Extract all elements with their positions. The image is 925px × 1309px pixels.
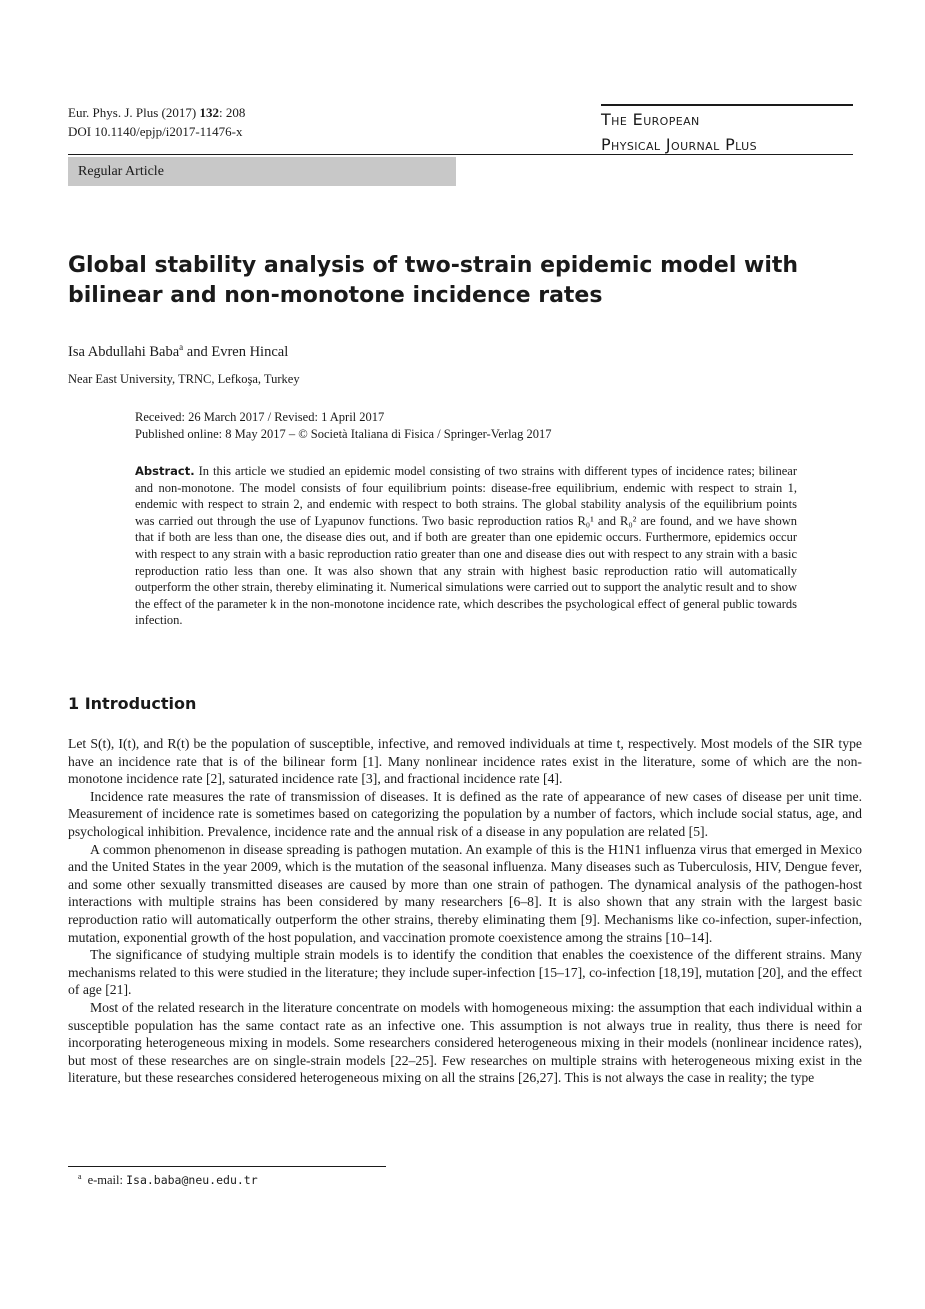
journal-name-line2: Physical Journal Plus: [601, 135, 757, 154]
footnote-mark: a: [78, 1172, 82, 1181]
publication-dates: [135, 409, 551, 443]
affiliation: Near East University, TRNC, Lefkoşa, Turkey: [68, 372, 300, 386]
footnote-marker: a: [179, 342, 184, 352]
footnote-divider: [68, 1166, 386, 1167]
paragraph: Let S(t), I(t), and R(t) be the population of susceptible, infective, and removed individuals at time t, respectively. Most models of the SIR type have an incidence rate that is of the bilinear form [1]. Many nonlinear incidence rates exist in the literature, some of which are the non-monotone incidence rate [2], saturated incidence rate [3], and fractional incidence rate [4].: [68, 736, 862, 787]
paragraph: Most of the related research in the literature concentrate on models with homogeneous mixing: the assumption that each individual within a susceptible population has the same contact rate as an infective one. This assumption is not always true in reality, thus there is need for incorporating heterogeneous mixing in models. Some researchers considered heterogeneous mixing in their models (nonlinear incidence rates), but most of these researches are on single-strain models [22–25]. Few researches on multiple strains with heterogeneous mixing exist in the literature, but these researches considered heterogeneous mixing on all the strains [26,27]. This is not always the case in reality; the type: [68, 999, 862, 1086]
paragraph: Incidence rate measures the rate of transmission of diseases. It is defined as the rate of appearance of new cases of disease per unit time. Measurement of incidence rate is sometimes based on categorizing the population by a number of factors, which include social status, age, and psychological inhibition. Prevalence, incidence rate and the annual risk of a disease in any population are related [5].: [68, 788, 862, 839]
abstract: [135, 463, 797, 629]
citation-line: Eur. Phys. J. Plus (2017) 132: 208: [68, 105, 246, 120]
citation-block: [68, 103, 245, 141]
article-type-banner: Regular Article: [68, 157, 456, 186]
section-heading: 1 Introduction: [68, 694, 197, 713]
paragraph: A common phenomenon in disease spreading is pathogen mutation. An example of this is the H1N1 influenza virus that emerged in Mexico and the United States in the year 2009, which is the mutation of the seasonal influenza. Many diseases such as Tuberculosis, HIV, Dengue fever, and some other sexually transmitted diseases are caused by more than one strain of pathogen. The dynamical analysis of the pathogen-host interactions with multiple strains has been considered by many researchers [6–8]. It is also shown that any strain with the largest basic reproduction ratio will automatically outperform the other strains, thereby eliminating them [9]. Mechanisms like co-infection, super-infection, mutation, exponential growth of the host population, and vaccination promote coexistence among the strains [10–14].: [68, 841, 862, 945]
published-line: Published online: 8 May 2017 – © Società Italiana di Fisica / Springer-Verlag 2017: [135, 427, 552, 441]
paragraph: The significance of studying multiple strain models is to identify the condition that enables the coexistence of the different strains. Many mechanisms related to this were studied in the literature; they include super-infection [15–17], co-infection [18,19], mutation [20], and the effect of age [21].: [68, 947, 862, 998]
abstract-label: Abstract.: [135, 464, 195, 478]
received-line: Received: 26 March 2017 / Revised: 1 April 2017: [135, 410, 385, 424]
author-name: Isa Abdullahi Baba: [68, 343, 180, 360]
footnote-label: e-mail:: [87, 1173, 127, 1188]
abstract-text: In this article we studied an epidemic model consisting of two strains with different types of incidence rates; bilinear and non-monotone. The model consists of four equilibrium points: disease-free equilibrium, endemic with respect to strain 1, endemic with respect to strain 2, and endemic with respect to both strains. The global stability analysis of the equilibrium points was carried out through the use of Lyapunov functions. Two basic reproduction ratios R₀¹ and R₀² are found, and we have shown that if both are less than one, the disease dies out, and if both are greater than one epidemic occurs. Furthermore, epidemics occur with respect to any strain with a basic reproduction ratio greater than one and disease dies out with respect to any strain with a basic reproduction ratio less than one. It was also shown that any strain with highest basic reproduction ratio will automatically outperform the other strain, thereby eliminating it. Numerical simulations were carried out to support the analytic result and to show the effect of the parameter k in the non-monotone incidence rate, which describes the psychological effect of general public towards infection.: [135, 464, 797, 628]
author-name-2: and Evren Hincal: [183, 343, 289, 360]
footnote: [78, 1172, 258, 1188]
volume-number: 132: [199, 105, 219, 120]
paper-title: Global stability analysis of two-strain epidemic model with bilinear and non-monotone incidence rates: [68, 253, 799, 308]
author-list: [68, 342, 288, 361]
email-link[interactable]: Isa.baba@neu.edu.tr: [126, 1173, 258, 1188]
introduction-body: [68, 735, 862, 1087]
journal-logo: [601, 104, 853, 156]
journal-name-line1: The European: [601, 110, 700, 129]
doi-line: DOI 10.1140/epjp/i2017-11476-x: [68, 124, 243, 139]
header-divider: [68, 154, 853, 155]
